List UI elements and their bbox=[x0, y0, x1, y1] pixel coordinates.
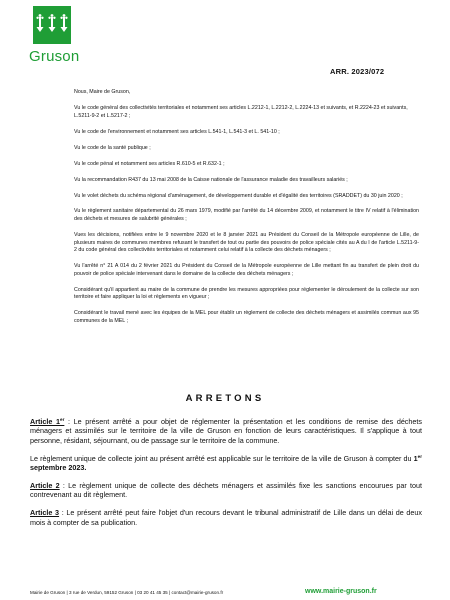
article-2-label: Article 2 bbox=[30, 481, 60, 491]
preamble bbox=[74, 89, 419, 334]
gruson-logo bbox=[33, 6, 71, 44]
preamble-paragraph: Vu le code de la santé publique ; bbox=[74, 144, 151, 151]
article-3 bbox=[30, 508, 422, 527]
logo-town-name: Gruson bbox=[29, 48, 80, 65]
preamble-paragraph: Vu le règlement sanitaire départemental du 26 mars 1979, modifié par l'arrêté du 14 décembre 2009, et notamment le titre IV relatif à l'élimination des déchets et mesures de salubrité générales ; bbox=[74, 208, 419, 223]
article-2-text: : Le règlement unique de collecte des déchets ménagers et assimilés fixe les sanctions encourues par tout contrevenant au dit règlement. bbox=[30, 481, 422, 500]
preamble-paragraph: Vu l'arrêté n° 21 A 014 du 2 février 2021 du Président du Conseil de la Métropole européenne de Lille mettant fin au transfert de plein droit du pouvoir de police spéciale intervenant dans le domaine de la collecte des déchets ménagers ; bbox=[74, 263, 419, 277]
preamble-paragraph: Vues les décisions, notifiées entre le 9 novembre 2020 et le 8 janvier 2021 au Président du Conseil de la Métropole européenne de Lille, de plusieurs maires de communes membres refusant le transfert de tout ou partie des pouvoirs de police spéciale cités au A du I de l'article L.5211-9-2 du code général des collectivités territoriales et notamment celui relatif à la collecte des déchets ménagers ; bbox=[74, 232, 419, 254]
footer-website-link[interactable]: www.mairie-gruson.fr bbox=[305, 588, 377, 595]
article-1 bbox=[30, 417, 422, 445]
preamble-paragraph: Vu la recommandation R437 du 13 mai 2008 de la Caisse nationale de l'assurance maladie des travailleurs salariés ; bbox=[74, 176, 348, 183]
article-1-label: Article 1er bbox=[30, 417, 65, 426]
article-1-text: : Le présent arrêté a pour objet de réglementer la présentation et les conditions de remise des déchets ménagers et assimilés sur le territoire de la ville de Gruson en fonction de leurs caractéristiques. Il s'applique à tout personne, résidant, séjournant, ou de passage sur le territoire de la commune. bbox=[30, 417, 422, 445]
articles bbox=[30, 417, 422, 536]
decree-heading: ARRETONS bbox=[185, 393, 265, 404]
article-1-application: Le règlement unique de collecte joint au présent arrêté est applicable sur le territoire de la ville de Gruson à compter du 1er septembre 2023. bbox=[30, 453, 422, 473]
preamble-paragraph: Considérant qu'il appartient au maire de la commune de prendre les mesures appropriées pour réglementer le déroulement de la collecte sur son territoire et faire appliquer la loi et règlements en vigueur ; bbox=[74, 286, 419, 301]
article-3-text: : Le présent arrêté peut faire l'objet d'un recours devant le tribunal administratif de Lille dans un délai de deux mois à compter de sa publication. bbox=[30, 508, 422, 527]
preamble-paragraph: Vu le code général des collectivités territoriales et notamment ses articles L.2212-1, L.2212-2, L.2224-13 et suivants, et R.2224-23 et suivants, L.5211-9-2 et L.5217-2 ; bbox=[74, 104, 408, 119]
article-2 bbox=[30, 481, 422, 500]
preamble-paragraph: Vu le volet déchets du schéma régional d'aménagement, de développement durable et d'égalité des territoires (SRADDET) du 30 juin 2020 ; bbox=[74, 192, 403, 199]
preamble-intro: Nous, Maire de Gruson, bbox=[74, 89, 131, 95]
application-date: 1er septembre 2023. bbox=[30, 453, 422, 473]
preamble-paragraph: Vu le code pénal et notamment ses articles R.610-5 et R.632-1 ; bbox=[74, 160, 225, 167]
three-white-ermine-spots-icon bbox=[33, 6, 71, 44]
article-3-label: Article 3 bbox=[30, 508, 60, 518]
footer-address: Mairie de Gruson | 3 rue de Verdun, 59152 Gruson | 03 20 41 45 35 | contact@mairie-gruson.fr bbox=[30, 590, 224, 595]
preamble-paragraph: Vu le code de l'environnement et notamment ses articles L.541-1, L.541-3 et L. 541-10 ; bbox=[74, 128, 280, 135]
preamble-paragraph: Considérant le travail mené avec les équipes de la MEL pour établir un règlement de collecte des déchets ménagers et assimilés commun aux 95 communes de la MEL ; bbox=[74, 310, 419, 324]
decree-reference: ARR. 2023/072 bbox=[330, 67, 385, 76]
